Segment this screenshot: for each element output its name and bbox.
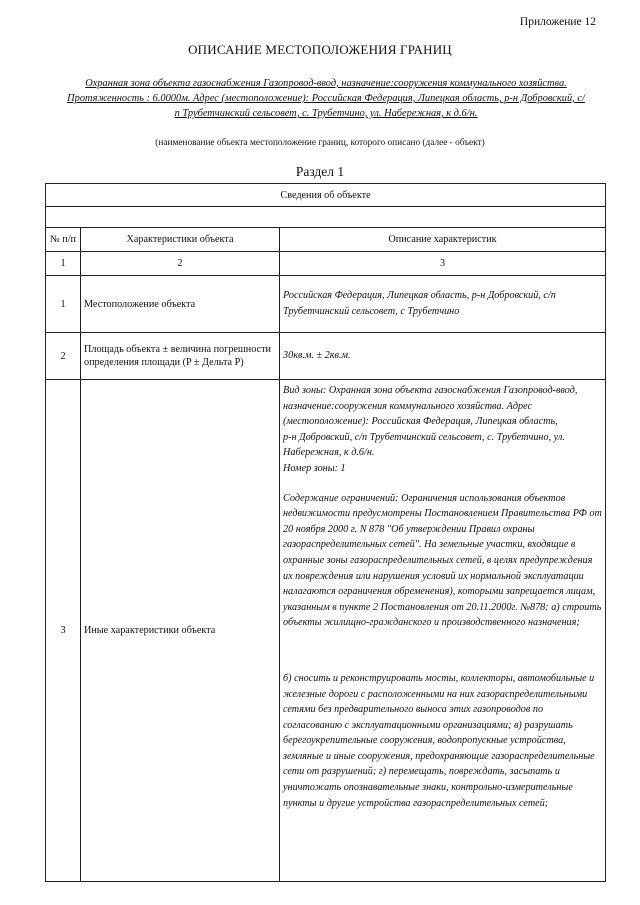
restrictions-continued-text: б) сносить и реконструировать мосты, коллекторы, автомобильные и железные дороги с расположенными на них газораспределительными сетями без предварительного выноса этих газопроводов по согласованию с эксплуатационными организациями; в) разрушать берегоукрепительные сооружения, водопропускные устройства, земляные и иные сооружения, предохраняющие газораспределительные сети от разрушений; г) перемещать, повреждать, засыпать и уничтожать опознавательные знаки, контрольно-измерительные пункты и другие устройства газораспределительных сетей;	[283, 672, 595, 809]
row-characteristic: Иные характеристики объекта	[81, 380, 280, 882]
table-blank-row	[46, 207, 606, 228]
table-header-row	[46, 184, 606, 207]
column-header-number: № п/п	[46, 228, 81, 252]
section-title: Раздел 1	[295, 164, 345, 179]
restrictions-text: Содержание ограничений: Ограничения использования объектов недвижимости предусмотрены Постановлением Правительства РФ от 20 ноября 2000 г. N 878 "Об утверждении Правил охраны газораспределительных сетей". На земельные участки, входящие в охранные зоны газораспределительных сетей, в целях предупреждения их повреждения или нарушения условий их нормальной эксплуатации налагаются ограничения обременения), которыми запрещается лицам, указанным в пункте 2 Постановления от 20.11.2000г. №878: а) строить объекты жилищно-гражданского и производственного назначения;	[283, 492, 602, 629]
column-header-characteristic: Характеристики объекта	[81, 228, 280, 252]
row-value: Российская Федерация, Липецкая область, р-н Добровский, с/п Трубетчинский сельсовет, с Трубетчино	[280, 276, 606, 333]
row-number: 3	[46, 380, 81, 882]
zone-address-text: р-н Добровский, с/п Трубетчинский сельсовет, с. Трубетчино, ул. Набережная, к д.6/н.	[283, 431, 565, 459]
table-row	[46, 276, 606, 333]
column-header-description: Описание характеристик	[280, 228, 606, 252]
row-number: 1	[46, 276, 81, 333]
document-title: ОПИСАНИЕ МЕСТОПОЛОЖЕНИЯ ГРАНИЦ	[188, 42, 452, 57]
object-description-caption: (наименование объекта местоположение границ, которого описано (далее - объект)	[155, 138, 485, 148]
column-number: 1	[46, 252, 81, 276]
column-numbers-row	[46, 252, 606, 276]
appendix-label: Приложение 12	[519, 16, 596, 28]
table-row	[46, 333, 606, 380]
column-number: 2	[81, 252, 280, 276]
row-characteristic: Местоположение объекта	[81, 276, 280, 333]
zone-type-text: Вид зоны: Охранная зона объекта газоснабжения Газопровод-ввод, назначение:сооружения коммунального хозяйства. Адрес (местоположение): Российская Федерация, Липецкая область,	[283, 385, 578, 428]
column-headers-row	[46, 228, 606, 252]
object-description: Охранная зона объекта газоснабжения Газопровод-ввод, назначение:сооружения коммунального хозяйства. Протяженность : 6.0000м. Адрес (местоположение): Российская Федерация, Липецкая область, р-н Добровский, с/п Трубетчинский сельсовет, с. Трубетчино, ул. Набережная, к д.6/н.	[67, 78, 585, 119]
column-number: 3	[280, 252, 606, 276]
table-row	[46, 380, 606, 882]
object-info-table	[45, 183, 606, 882]
row-number: 2	[46, 333, 81, 380]
zone-number-text: Номер зоны: 1	[283, 462, 346, 474]
blank-cell	[46, 207, 606, 228]
row-value: 30кв.м. ± 2кв.м.	[280, 333, 606, 380]
row-characteristic: Площадь объекта ± величина погрешности определения площади (P ± Дельта P)	[81, 333, 280, 380]
table-header: Сведения об объекте	[46, 184, 606, 207]
row-value	[280, 380, 606, 882]
